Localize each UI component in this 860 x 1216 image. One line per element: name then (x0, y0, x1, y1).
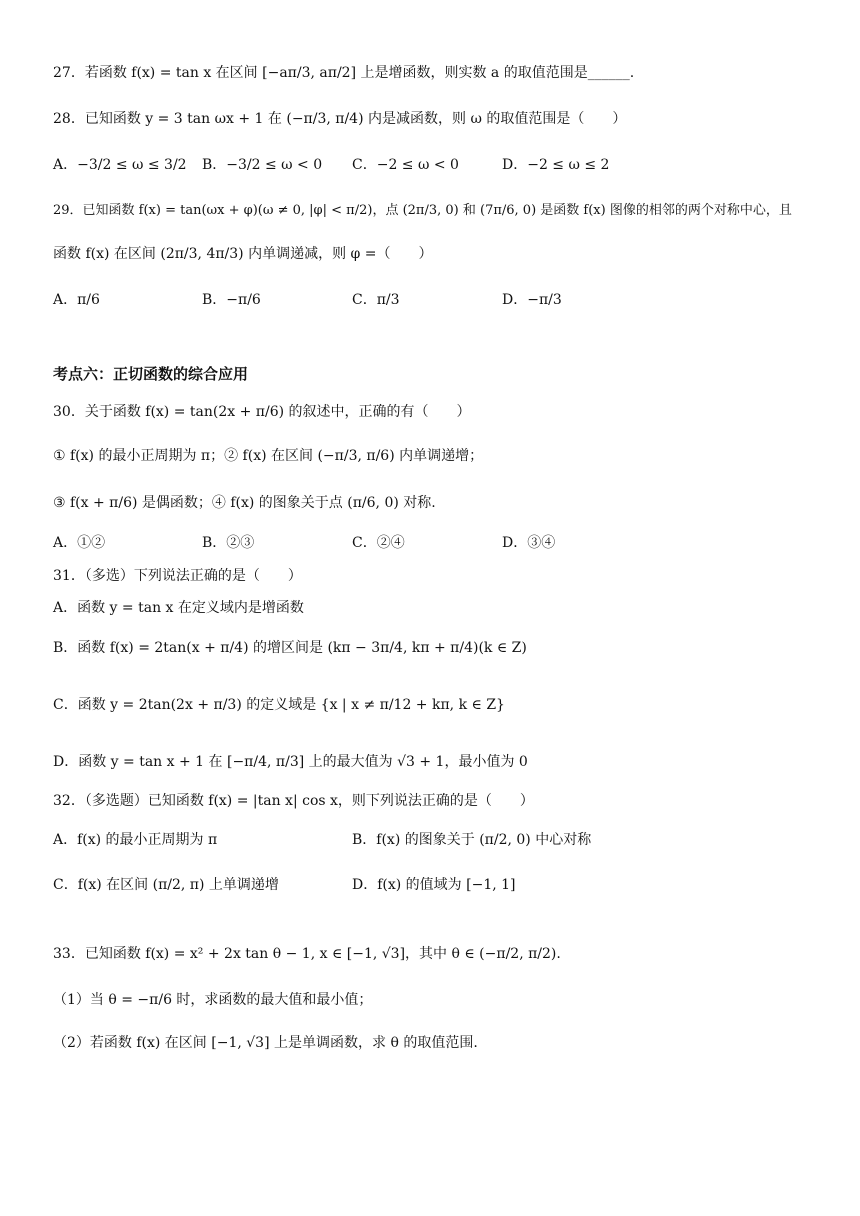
q32-option-b: B．f(x) 的图象关于 (π/2, 0) 中心对称 (352, 832, 592, 848)
question-32: 32．（多选题）已知函数 f(x) = |tan x| cos x，则下列说法正确的是（ ） (53, 793, 534, 809)
q32-option-d: D．f(x) 的值域为 [−1, 1] (352, 877, 516, 893)
q28-option-b: B．−3/2 ≤ ω < 0 (202, 157, 323, 173)
q29-option-a: A．π/6 (53, 292, 100, 308)
q29-option-c: C．π/3 (352, 292, 400, 308)
question-28: 28．已知函数 y = 3 tan ωx + 1 在 (−π/3, π/4) 内是减函数，则 ω 的取值范围是（ ） (53, 111, 627, 127)
q31-option-d: D．函数 y = tan x + 1 在 [−π/4, π/3] 上的最大值为 √3 + 1，最小值为 0 (53, 754, 528, 770)
question-31: 31．（多选）下列说法正确的是（ ） (53, 568, 302, 584)
question-27: 27．若函数 f(x) = tan x 在区间 [−aπ/3, aπ/2] 上是增函数，则实数 a 的取值范围是______. (53, 65, 635, 81)
q28-option-d: D．−2 ≤ ω ≤ 2 (502, 157, 610, 173)
q30-statements-3-4: ③ f(x + π/6) 是偶函数；④ f(x) 的图象关于点 (π/6, 0) 对称. (53, 495, 436, 511)
q32-option-a: A．f(x) 的最小正周期为 π (53, 832, 218, 848)
question-33: 33．已知函数 f(x) = x² + 2x tan θ − 1, x ∈ [−1, √3]，其中 θ ∈ (−π/2, π/2). (53, 946, 561, 962)
question-29-line-1: 29．已知函数 f(x) = tan(ωx + φ)(ω ≠ 0, |φ| < π/2)，点 (2π/3, 0) 和 (7π/6, 0) 是函数 f(x) 图像的相邻的两个对称中心，且 (53, 203, 792, 218)
q30-statements-1-2: ① f(x) 的最小正周期为 π；② f(x) 在区间 (−π/3, π/6) 内单调递增； (53, 448, 484, 464)
q30-option-d: D．③④ (502, 535, 556, 551)
question-30: 30．关于函数 f(x) = tan(2x + π/6) 的叙述中，正确的有（ ） (53, 404, 471, 420)
q33-part-2: （2）若函数 f(x) 在区间 [−1, √3] 上是单调函数，求 θ 的取值范围. (53, 1035, 478, 1051)
q31-option-b: B．函数 f(x) = 2tan(x + π/4) 的增区间是 (kπ − 3π/4, kπ + π/4)(k ∈ Z) (53, 640, 527, 656)
q32-option-c: C．f(x) 在区间 (π/2, π) 上单调递增 (53, 877, 279, 893)
q28-option-c: C．−2 ≤ ω < 0 (352, 157, 459, 173)
q29-option-d: D．−π/3 (502, 292, 562, 308)
q30-option-a: A．①② (53, 535, 106, 551)
q30-option-c: C．②④ (352, 535, 405, 551)
q33-part-1: （1）当 θ = −π/6 时，求函数的最大值和最小值； (53, 992, 373, 1008)
section-heading: 考点六：正切函数的综合应用 (53, 365, 249, 383)
q29-option-b: B．−π/6 (202, 292, 261, 308)
q31-option-a: A．函数 y = tan x 在定义域内是增函数 (53, 600, 304, 616)
question-29-line-2: 函数 f(x) 在区间 (2π/3, 4π/3) 内单调递减，则 φ =（ ） (53, 246, 433, 262)
q30-option-b: B．②③ (202, 535, 255, 551)
q31-option-c: C．函数 y = 2tan(2x + π/3) 的定义域是 {x | x ≠ π/12 + kπ, k ∈ Z} (53, 697, 505, 713)
q28-option-a: A．−3/2 ≤ ω ≤ 3/2 (53, 157, 187, 173)
